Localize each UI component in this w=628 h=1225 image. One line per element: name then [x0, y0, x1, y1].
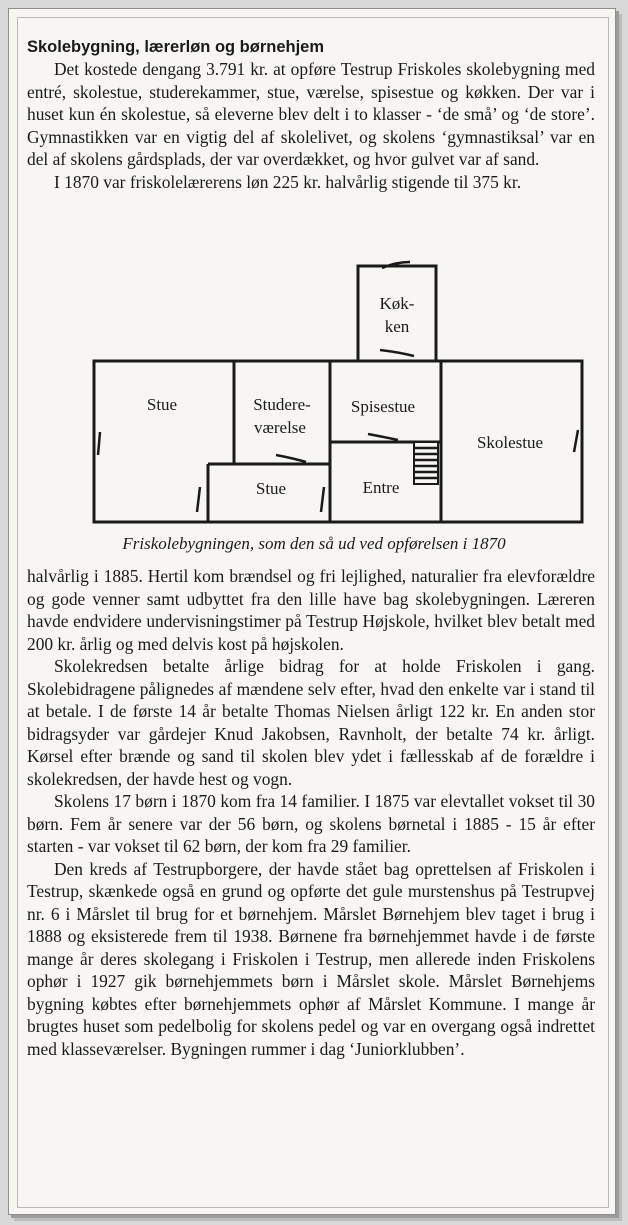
room-label-koekken-2: ken [384, 317, 410, 336]
door-swing-skolestue [574, 430, 578, 452]
door-swing-spisestue [368, 434, 398, 440]
room-label-stue-small: Stue [255, 479, 287, 498]
paragraph-contributions: Skolekredsen betalte årlige bidrag for at holde Friskolen i gang. Skolebidragene pålignedes af mændene selv efter, hvad den enkelte var i stand til at betale. I de første 14 år betalte Thomas Nielsen årligt 122 kr. En anden stor bidragsyder var gårdejer Knud Jakobsen, Ravnholt, der betalte 74 kr. årligt. Kørsel efter brænde og sand til skolen blev ydet i fællesskab af de forældre i skolekredsen, der havde hest og vogn. [27, 656, 595, 789]
door-swing-small-stue [197, 487, 200, 512]
section-heading: Skolebygning, lærerløn og børnehjem [27, 38, 325, 56]
door-swing-studere [276, 455, 306, 462]
room-label-entre: Entre [362, 478, 400, 497]
door-swing-entre-left [321, 487, 324, 512]
room-label-studere-1: Studere- [253, 395, 311, 414]
door-swing-kitchen [380, 350, 414, 356]
room-label-spisestue: Spisestue [350, 397, 416, 416]
door-swing-stue-left [98, 432, 100, 455]
kitchen-outline [358, 266, 436, 361]
bottom-text-block [27, 565, 595, 1060]
room-label-stue: Stue [146, 395, 178, 414]
room-label-koekken-1: Køk- [379, 294, 415, 313]
room-label-skolestue: Skolestue [476, 433, 544, 452]
room-label-studere-2: værelse [254, 418, 306, 437]
paragraph-salary-continued: halvårlig i 1885. Hertil kom brændsel og fri lejlighed, naturalier fra elevforældre og gode venner samt udbyttet fra den lille have bag skolebygningen. Læreren havde endvidere undervisningstimer på Testrup Højskole, hvilket blev betalt med 200 kr. årlig og med delvis kost på højskolen. [27, 566, 595, 654]
paragraph-orphanage: Den kreds af Testrupborgere, der havde stået bag oprettelsen af Friskolen i Testrup, skænkede også en grund og opførte det gule murstenshus på Testrupvej nr. 6 i Mårslet til brug for et børnehjem. Mårslet Børnehjem blev taget i brug i 1888 og eksisterede frem til 1938. Børnene fra børnehjemmet havde i de første mange år deres skolegang i Friskolen i Testrup, men allerede inden Friskolens ophør i 1927 gik børnehjemmets børn i Mårslet skole. Mårslet Børnehjems bygning købtes efter børnehjemmets ophør af Mårslet Kommune. I mange år brugtes huset som pedelbolig for skolens pedel og var en overgang også indrettet med klasseværelser. Bygningen rummer i dag ‘Juniorklubben’. [27, 858, 595, 1059]
paragraph-pupils: Skolens 17 børn i 1870 kom fra 14 familier. I 1875 var elevtallet vokset til 30 børn. Fem år senere var der 56 børn, og skolens børnetal i 1885 - 15 år efter starten - var vokset til 62 børn, der kom fra 29 familier. [27, 791, 595, 856]
paragraph-salary: I 1870 var friskolelærerens løn 225 kr. halvårlig stigende til 375 kr. [54, 171, 522, 192]
figure-caption: Friskolebygningen, som den så ud ved opførelsen i 1870 [122, 534, 506, 553]
floorplan-diagram [0, 0, 628, 560]
paragraph-building: Det kostede dengang 3.791 kr. at opføre Testrup Friskoles skolebygning med entré, skolestue, studerekammer, stue, værelse, spisestue og køkken. Der var i huset kun én skolestue, så eleverne blev delt i to klasser - ‘de små’ og ‘de store’. Gymnastikken var en vigtig del af skolelivet, og skolens ‘gymnastiksal’ var en del af skolens gårdsplads, der var overdækket, og hvor gulvet var af sand. [27, 59, 595, 169]
staircase-icon [414, 442, 438, 484]
